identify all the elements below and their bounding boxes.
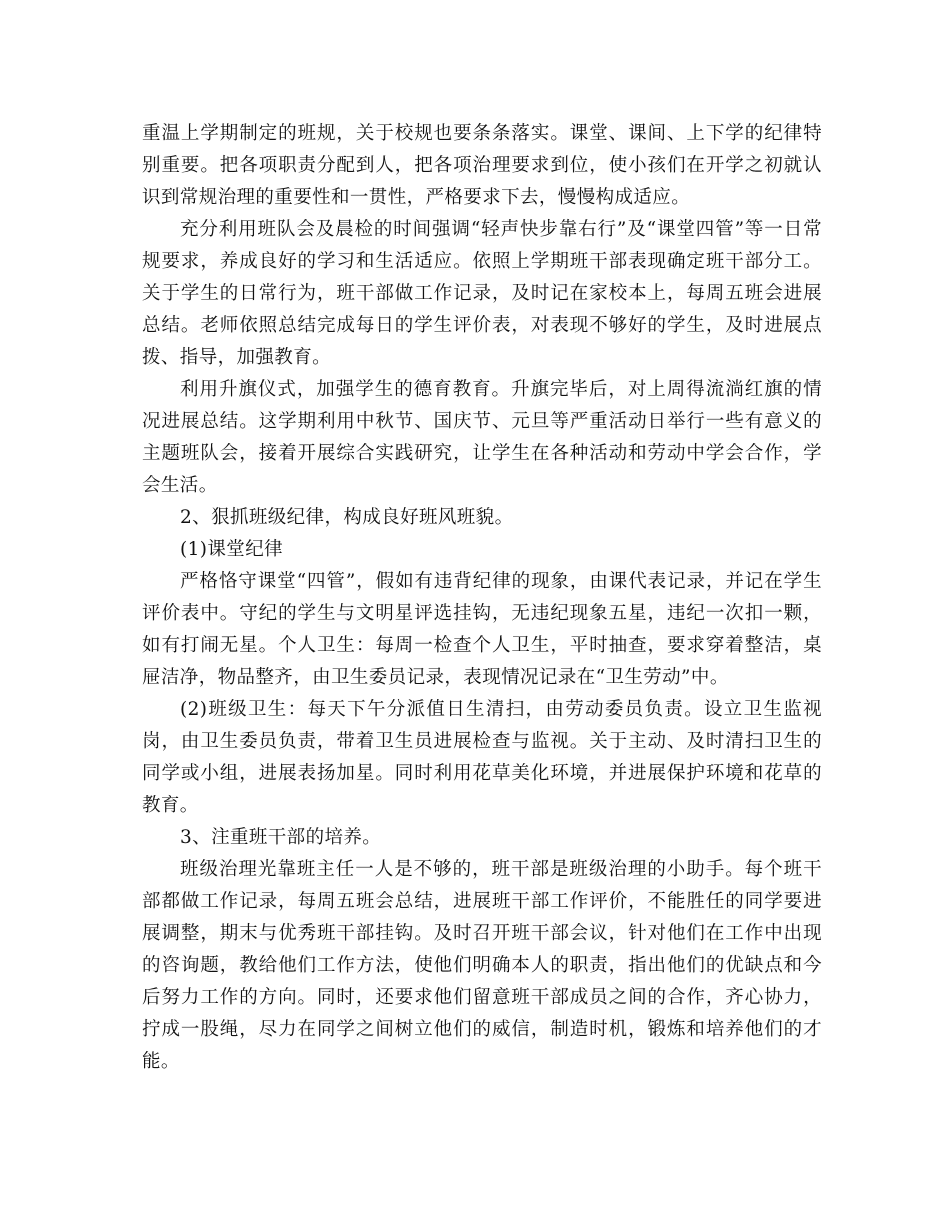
paragraph-class-hygiene: (2)班级卫生：每天下午分派值日生清扫，由劳动委员负责。设立卫生监视岗，由卫生委员负责，带着卫生员进展检查与监视。关于主动、及时清扫卫生的同学或小组，进展表扬加星。同时利用花草美化环境，并进展保护环境和花草的教育。	[142, 699, 822, 816]
paragraph-class-rules: 重温上学期制定的班规，关于校规也要条条落实。课堂、课间、上下学的纪律特别重要。把各项职责分配到人，把各项治理要求到位，使小孩们在开学之初就认识到常规治理的重要性和一贯性，严格要求下去，慢慢构成适应。	[142, 123, 822, 208]
subheading-classroom-discipline: (1)课堂纪律	[180, 539, 284, 560]
heading-class-cadres: 3、注重班干部的培养。	[180, 827, 382, 848]
paragraph-class-cadres: 班级治理光靠班主任一人是不够的，班干部是班级治理的小助手。每个班干部都做工作记录，每周五班会总结，进展班干部工作评价，不能胜任的同学要进展调整，期末与优秀班干部挂钩。及时召开班干部会议，针对他们在工作中出现的咨询题，教给他们工作方法，使他们明确本人的职责，指出他们的优缺点和今后努力工作的方向。同时，还要求他们留意班干部成员之间的合作，齐心协力，拧成一股绳，尽力在同学之间树立他们的威信，制造时机，锻炼和培养他们的才能。	[142, 859, 822, 1072]
heading-class-discipline: 2、狠抓班级纪律，构成良好班风班貌。	[180, 507, 514, 528]
paragraph-flag-ceremony: 利用升旗仪式，加强学生的德育教育。升旗完毕后，对上周得流淌红旗的情况进展总结。这学期利用中秋节、国庆节、元旦等严重活动日举行一些有意义的主题班队会，接着开展综合实践研究，让学生在各种活动和劳动中学会合作，学会生活。	[142, 379, 822, 496]
document-body	[142, 118, 822, 1078]
paragraph-classroom-discipline: 严格恪守课堂“四管”，假如有违背纪律的现象，由课代表记录，并记在学生评价表中。守纪的学生与文明星评选挂钩，无违纪现象五星，违纪一次扣一颗，如有打闹无星。个人卫生：每周一检查个人卫生，平时抽查，要求穿着整洁，桌屉洁净，物品整齐，由卫生委员记录，表现情况记录在“卫生劳动”中。	[142, 571, 822, 688]
paragraph-daily-routine: 充分利用班队会及晨检的时间强调“轻声快步靠右行”及“课堂四管”等一日常规要求，养成良好的学习和生活适应。依照上学期班干部表现确定班干部分工。关于学生的日常行为，班干部做工作记录，及时记在家校本上，每周五班会进展总结。老师依照总结完成每日的学生评价表，对表现不够好的学生，及时进展点拨、指导，加强教育。	[142, 219, 822, 368]
